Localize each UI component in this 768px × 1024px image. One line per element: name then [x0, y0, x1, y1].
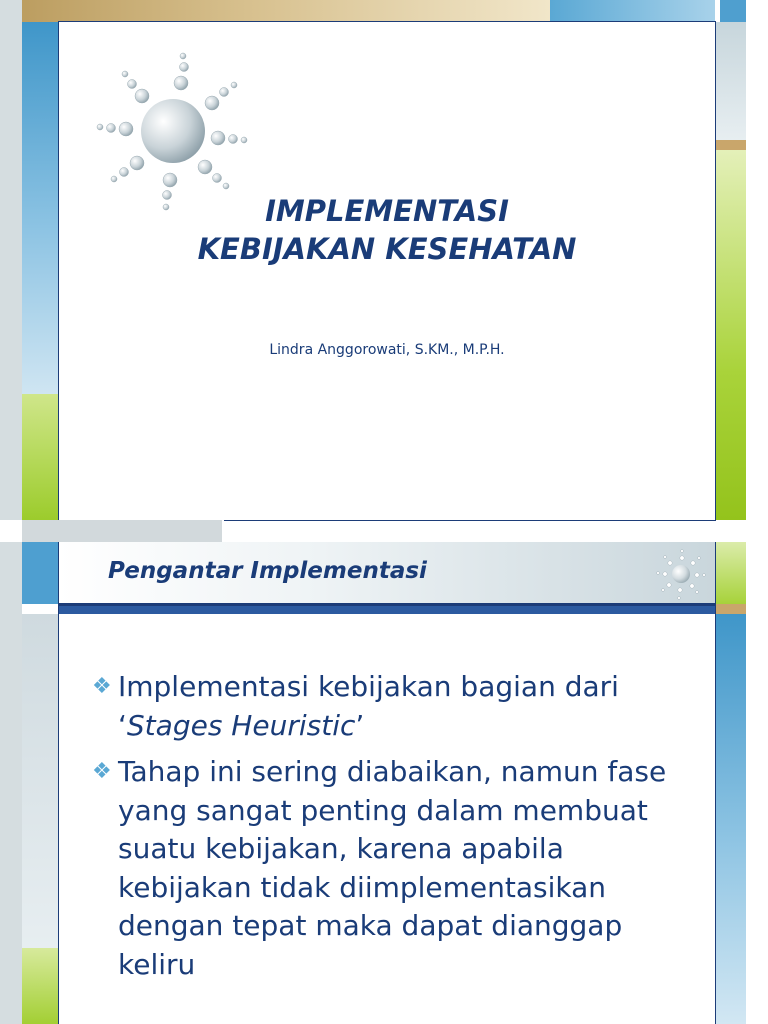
top-divider-line — [58, 21, 716, 22]
diamond-cluster-icon: ❖ — [92, 759, 112, 784]
top-gold-bar — [0, 0, 550, 22]
right-gold-band — [716, 140, 746, 150]
bullet-item — [92, 668, 702, 745]
top-blue-bar — [550, 0, 715, 22]
right-divider-line — [715, 22, 716, 520]
right-green-block-2 — [716, 542, 746, 604]
left-green-strip — [22, 394, 58, 520]
left-divider-line-2 — [58, 542, 59, 1024]
bullet-item — [92, 753, 702, 984]
separator-gray-block — [22, 520, 222, 542]
slide-2-heading: Pengantar Implementasi — [108, 558, 427, 584]
title-line-1: IMPLEMENTASI — [265, 194, 509, 228]
right-edge — [746, 0, 768, 520]
slide-1-title — [58, 192, 716, 268]
diamond-cluster-icon: ❖ — [92, 674, 112, 699]
left-blue-block-2 — [22, 542, 58, 604]
right-gray-strip — [716, 22, 746, 140]
right-blue-strip-2 — [716, 614, 746, 1024]
author-name: Lindra Anggorowati, S.KM., M.P.H. — [269, 342, 505, 358]
left-pale-strip-2 — [22, 614, 58, 948]
left-gray-strip-2 — [0, 542, 22, 1024]
bullet-text: Tahap ini sering diabaikan, namun fase yang sangat penting dalam membuat suatu kebijakan, karena apabila kebijakan tidak diimplementasikan dengan tepat maka dapat dianggap keliru — [118, 755, 667, 981]
left-green-strip-2 — [22, 948, 58, 1024]
top-right-blue-block — [720, 0, 746, 22]
bullet-list — [92, 668, 702, 992]
separator-line — [224, 520, 716, 542]
right-gold-band-2 — [716, 604, 746, 614]
left-blue-strip — [22, 22, 58, 394]
bullet-text-italic: Stages Heuristic — [126, 708, 356, 742]
left-gray-strip — [0, 0, 22, 520]
small-bubble-burst-icon — [652, 546, 710, 604]
right-divider-line-2 — [715, 542, 716, 1024]
title-line-2: KEBIJAKAN KESEHATAN — [197, 232, 577, 266]
left-divider-line — [58, 22, 59, 520]
header-underline-dark — [58, 603, 716, 606]
bullet-text-before: Implementasi kebijakan bagian dari ‘ — [118, 670, 619, 742]
right-green-strip — [716, 150, 746, 520]
bullet-text-after: ’ — [355, 708, 365, 742]
